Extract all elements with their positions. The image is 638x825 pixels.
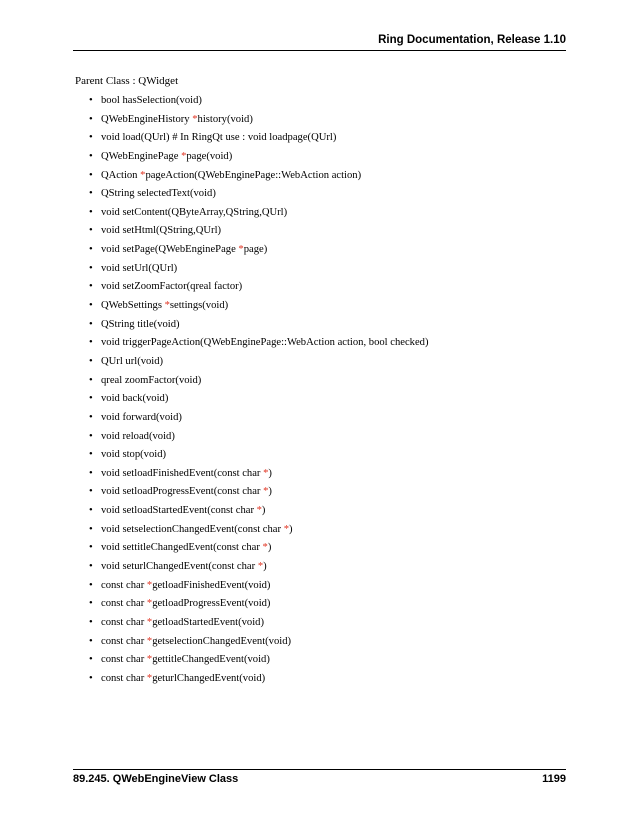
pointer-star: * (256, 505, 262, 517)
method-list-item (0, 169, 638, 188)
signature-text: void setUrl(QUrl) (101, 262, 178, 274)
signature-text: const char (101, 579, 147, 591)
bullet-icon: • (89, 225, 93, 237)
pointer-star: * (181, 150, 187, 162)
method-list-item (0, 635, 638, 654)
method-list-item (0, 485, 638, 504)
method-signature (101, 672, 265, 685)
document-title: Ring Documentation, Release 1.10 (378, 34, 566, 46)
method-signature (101, 579, 270, 592)
bullet-icon: • (89, 337, 93, 349)
signature-text: QWebSettings (101, 300, 165, 312)
pointer-star: * (146, 598, 153, 610)
pointer-star: * (262, 542, 268, 554)
method-list-item (0, 374, 638, 393)
method-list-item (0, 299, 638, 318)
signature-text: const char (101, 616, 147, 628)
pointer-star: * (146, 616, 153, 628)
signature-text: bool hasSelection(void) (101, 95, 202, 106)
method-signature (101, 262, 177, 275)
signature-text: void reload(void) (101, 430, 175, 442)
method-list-item (0, 131, 638, 150)
method-signature (101, 280, 242, 293)
bullet-icon: • (89, 523, 93, 535)
signature-text-tail: ) (268, 467, 272, 479)
signature-text-tail: page(void) (186, 150, 233, 162)
signature-text: QWebEnginePage (101, 150, 182, 162)
bullet-icon: • (89, 486, 93, 498)
bullet-icon: • (89, 598, 93, 610)
footer-divider (73, 769, 566, 770)
bullet-icon: • (89, 393, 93, 405)
method-signature (101, 318, 180, 331)
pointer-star: * (257, 561, 264, 573)
pointer-star: * (146, 672, 153, 684)
method-list-item (0, 206, 638, 225)
pointer-star: * (263, 467, 269, 479)
bullet-icon: • (89, 206, 93, 218)
bullet-icon: • (89, 95, 93, 106)
method-signature (101, 243, 267, 256)
method-signature (101, 485, 272, 498)
bullet-icon: • (89, 244, 93, 256)
method-list-item (0, 243, 638, 262)
method-signature (101, 653, 270, 666)
bullet-icon: • (89, 672, 93, 684)
signature-text: const char (101, 654, 147, 666)
method-list-item (0, 653, 638, 672)
signature-text: void load(QUrl) # In RingQt use : void loadpage(QUrl) (101, 132, 337, 144)
pointer-star: * (146, 654, 153, 666)
method-signature (101, 597, 270, 610)
signature-text: void setloadFinishedEvent(const char (101, 467, 264, 479)
method-signature (101, 355, 163, 368)
method-list-item (0, 448, 638, 467)
bullet-icon: • (89, 411, 93, 423)
signature-text-tail: ) (263, 561, 267, 573)
method-signature (101, 541, 271, 554)
pointer-star: * (283, 523, 289, 535)
method-list-item (0, 392, 638, 411)
signature-text: const char (101, 672, 147, 684)
bullet-icon: • (89, 300, 93, 312)
signature-text-tail: pageAction(QWebEnginePage::WebAction action) (145, 169, 362, 181)
signature-text-tail: page) (243, 244, 268, 256)
parent-class-text: Parent Class : QWidget (75, 75, 179, 87)
signature-text: const char (101, 635, 147, 647)
bullet-icon: • (89, 374, 93, 386)
bullet-icon: • (89, 169, 93, 181)
method-signature (101, 187, 216, 200)
page-number: 1199 (542, 773, 566, 785)
method-list-item (0, 579, 638, 598)
bullet-icon: • (89, 616, 93, 628)
signature-text: void forward(void) (101, 411, 182, 423)
method-signature (101, 448, 166, 461)
signature-text: void back(void) (101, 393, 169, 405)
pointer-star: * (238, 244, 244, 256)
method-signature (101, 299, 228, 312)
bullet-icon: • (89, 561, 93, 573)
method-list-item (0, 262, 638, 281)
signature-text-tail: getloadFinishedEvent(void) (152, 579, 271, 591)
bullet-icon: • (89, 318, 93, 330)
method-list (0, 94, 638, 691)
method-list-item (0, 94, 638, 113)
signature-text-tail: ) (268, 486, 272, 498)
signature-text-tail: geturlChangedEvent(void) (152, 672, 266, 684)
pointer-star: * (164, 300, 170, 312)
bullet-icon: • (89, 654, 93, 666)
method-list-item (0, 541, 638, 560)
method-list-item (0, 411, 638, 430)
signature-text-tail: history(void) (197, 113, 253, 125)
signature-text: void setloadStartedEvent(const char (101, 505, 257, 517)
signature-text: void triggerPageAction(QWebEnginePage::WebAction action, bool checked) (101, 337, 429, 349)
bullet-icon: • (89, 150, 93, 162)
method-list-item (0, 336, 638, 355)
signature-text: void settitleChangedEvent(const char (101, 542, 263, 554)
method-list-item (0, 224, 638, 243)
signature-text: QUrl url(void) (101, 355, 164, 367)
method-list-item (0, 187, 638, 206)
method-list-item (0, 597, 638, 616)
bullet-icon: • (89, 635, 93, 647)
method-list-item (0, 560, 638, 579)
signature-text: void setHtml(QString,QUrl) (101, 225, 222, 237)
method-list-item (0, 113, 638, 132)
bullet-icon: • (89, 430, 93, 442)
signature-text-tail: getloadStartedEvent(void) (152, 616, 264, 628)
method-signature (101, 374, 201, 387)
method-signature (101, 560, 267, 573)
method-signature (101, 392, 168, 405)
signature-text-tail: gettitleChangedEvent(void) (152, 654, 270, 666)
signature-text: const char (101, 598, 147, 610)
bullet-icon: • (89, 355, 93, 367)
method-signature (101, 206, 287, 219)
signature-text: void setselectionChangedEvent(const char (101, 523, 284, 535)
method-list-item (0, 467, 638, 486)
pointer-star: * (192, 113, 198, 125)
header-divider (73, 50, 566, 51)
method-list-item (0, 672, 638, 691)
method-signature (101, 467, 272, 480)
method-list-item (0, 280, 638, 299)
method-list-item (0, 355, 638, 374)
signature-text: qreal zoomFactor(void) (101, 374, 202, 386)
method-signature (101, 411, 182, 424)
signature-text-tail: settings(void) (169, 300, 229, 312)
method-signature (101, 131, 336, 144)
method-list-item (0, 430, 638, 449)
bullet-icon: • (89, 449, 93, 461)
bullet-icon: • (89, 132, 93, 144)
signature-text: void seturlChangedEvent(const char (101, 561, 258, 573)
method-signature (101, 169, 361, 182)
method-signature (101, 150, 232, 163)
method-signature (101, 504, 265, 517)
method-list-item (0, 504, 638, 523)
pointer-star: * (146, 635, 153, 647)
signature-text: void setloadProgressEvent(const char (101, 486, 264, 498)
bullet-icon: • (89, 542, 93, 554)
footer-section-title: 89.245. QWebEngineView Class (73, 773, 239, 785)
signature-text: void setContent(QByteArray,QString,QUrl) (101, 206, 288, 218)
bullet-icon: • (89, 467, 93, 479)
bullet-icon: • (89, 579, 93, 591)
method-list-item (0, 318, 638, 337)
signature-text: QString selectedText(void) (101, 188, 216, 200)
method-signature (101, 430, 175, 443)
signature-text: QString title(void) (101, 318, 180, 330)
bullet-icon: • (89, 113, 93, 125)
signature-text-tail: getselectionChangedEvent(void) (152, 635, 292, 647)
bullet-icon: • (89, 505, 93, 517)
signature-text: QAction (101, 169, 141, 181)
signature-text-tail: ) (267, 542, 272, 554)
signature-text: void setZoomFactor(qreal factor) (101, 281, 243, 293)
method-list-item (0, 616, 638, 635)
pointer-star: * (140, 169, 146, 181)
method-signature (101, 616, 264, 629)
bullet-icon: • (89, 262, 93, 274)
bullet-icon: • (89, 281, 93, 293)
method-signature (101, 635, 291, 648)
signature-text: QWebEngineHistory (101, 113, 193, 125)
signature-text: void setPage(QWebEnginePage (101, 244, 239, 256)
pointer-star: * (146, 579, 153, 591)
signature-text-tail: ) (288, 523, 293, 535)
signature-text-tail: getloadProgressEvent(void) (152, 598, 271, 610)
method-signature (101, 336, 428, 349)
method-list-item (0, 150, 638, 169)
method-list-item (0, 523, 638, 542)
pointer-star: * (263, 486, 269, 498)
signature-text-tail: ) (261, 505, 266, 517)
method-signature (101, 113, 253, 126)
method-signature (101, 224, 221, 237)
signature-text: void stop(void) (101, 449, 167, 461)
method-signature (101, 94, 202, 107)
bullet-icon: • (89, 188, 93, 200)
method-signature (101, 523, 293, 536)
